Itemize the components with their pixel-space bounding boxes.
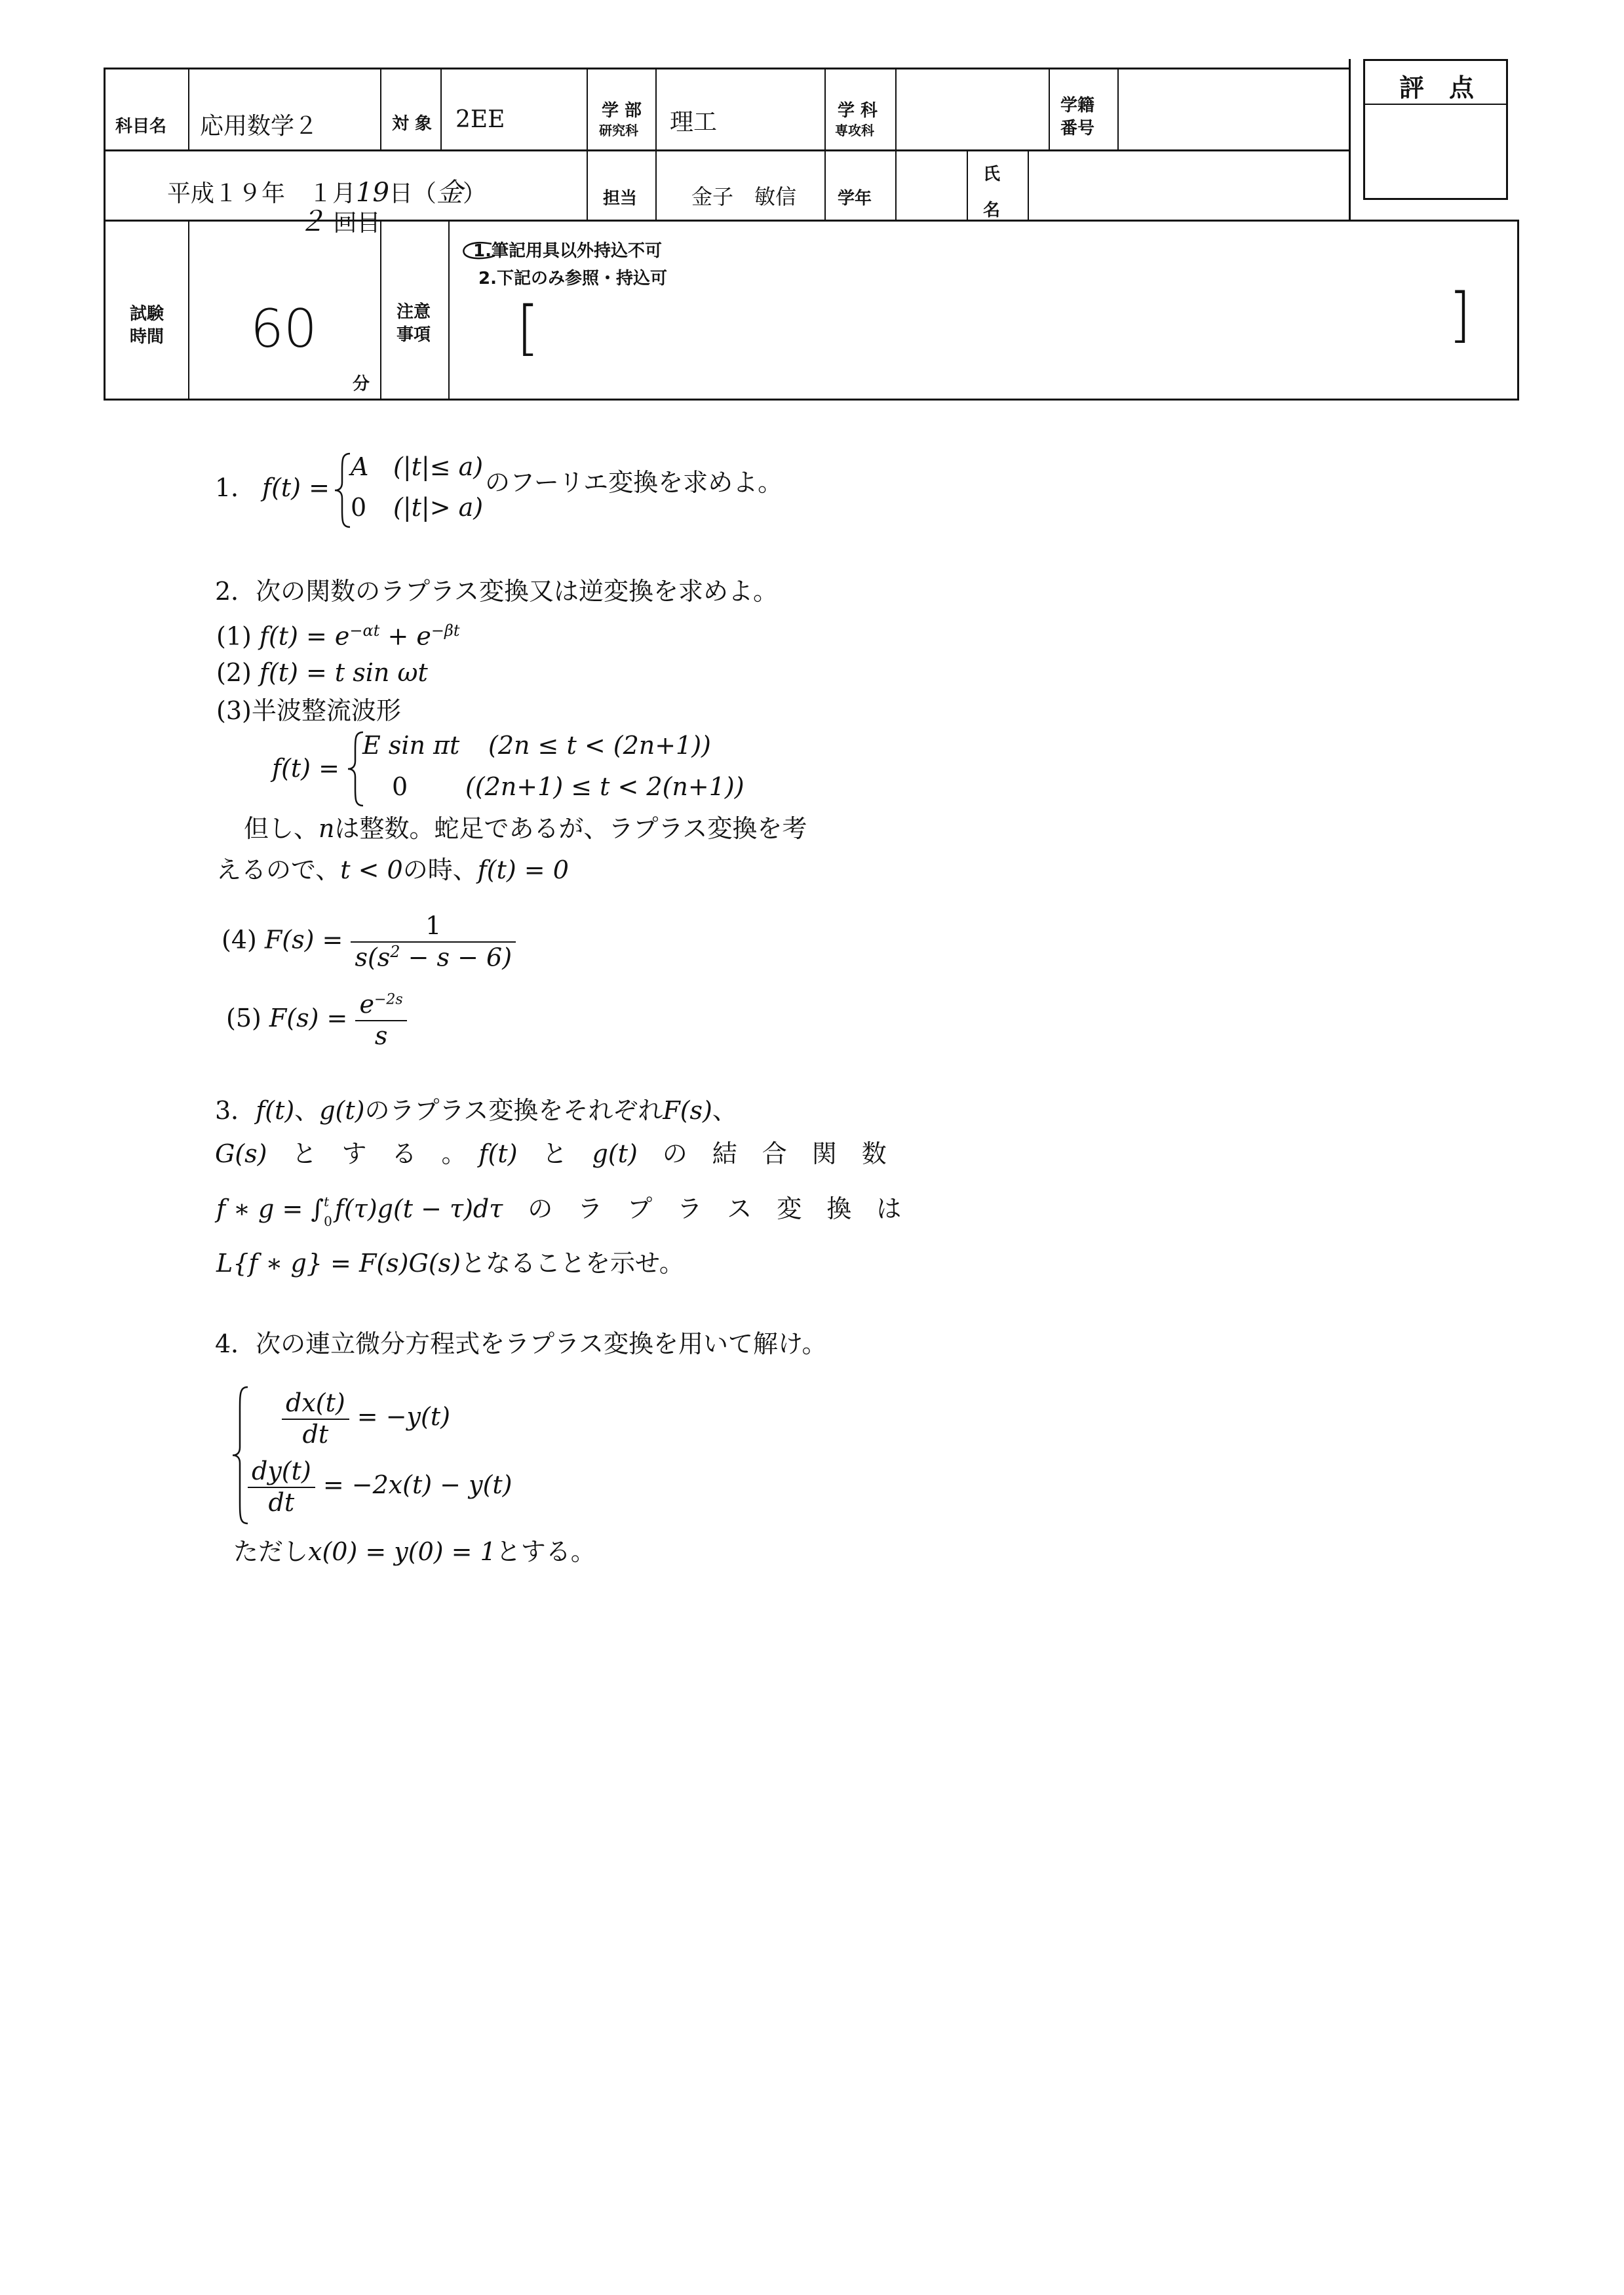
q3-line2-g: g(t) <box>592 1139 638 1168</box>
q4-eq2-fraction <box>248 1457 315 1518</box>
q1-lhs: f(t) = <box>262 473 330 502</box>
target-value: 2EE <box>455 106 505 133</box>
note-1-circle-mark <box>459 240 498 262</box>
q2-p5-lhs: F(s) = <box>269 1004 348 1033</box>
q3-integral-upper: t <box>324 1193 330 1209</box>
q2-p4-numerator: 1 <box>351 911 516 943</box>
q2-p3-case1-condition: (2n ≤ t < (2n+1)) <box>488 731 711 760</box>
q4-intro: 4．次の連立微分方程式をラプラス変換を用いて解け。 <box>215 1329 827 1358</box>
divider <box>1049 68 1050 151</box>
note-2: 2.下記のみ参照・持込可 <box>478 269 667 288</box>
q4-cond-expr: x(0) = y(0) = 1 <box>308 1537 496 1566</box>
q2-p1-exp1: −αt <box>349 621 380 640</box>
divider <box>824 68 826 151</box>
q2-p2-label: (2) <box>216 658 252 687</box>
q2-p1-expr: f(t) = e <box>259 621 350 651</box>
q2-p1 <box>216 621 460 652</box>
q2-p1-label: (1) <box>216 621 252 651</box>
course-label: 専攻科 <box>835 123 874 138</box>
notes-bracket-left: [ <box>516 294 540 363</box>
divider <box>895 149 897 222</box>
q2-p4-lhs: F(s) = <box>264 925 343 954</box>
name-label: 氏 <box>983 165 1001 184</box>
score-box-bottom <box>1363 198 1508 200</box>
divider <box>188 220 189 401</box>
divider <box>1117 68 1119 151</box>
q3-line1-a: 3． <box>215 1096 256 1125</box>
q3-line-3 <box>216 1194 901 1228</box>
table-border-left <box>104 68 106 401</box>
q4-eq2-numerator: dy(t) <box>248 1457 315 1488</box>
session-label: 回目 <box>333 210 381 237</box>
target-label: 対 象 <box>392 114 433 134</box>
time-unit: 分 <box>353 374 370 394</box>
date-weekday: 金 <box>436 178 463 208</box>
q3-line-4 <box>216 1249 684 1279</box>
q2-p4-label: (4) <box>222 925 257 954</box>
notes-label: 注意 <box>396 302 431 322</box>
divider <box>188 68 189 151</box>
score-box-right <box>1506 59 1508 200</box>
score-box-top <box>1363 59 1508 61</box>
date-day: 19 <box>356 178 389 208</box>
q2-p3-note2-b: の時、 <box>402 855 478 884</box>
q2-p1-exp2: −βt <box>431 621 460 640</box>
q2-p4-den-sup: 2 <box>390 942 400 961</box>
table-border-right-bottom <box>1517 220 1519 401</box>
divider <box>895 68 897 151</box>
q2-p5-num-base: e <box>359 990 374 1019</box>
q4-cond-a: ただし <box>233 1537 309 1566</box>
q1-case1-condition: (|t|≤ a) <box>393 452 484 481</box>
q1-case2-value: 0 <box>351 493 367 522</box>
faculty-label: 学 部 <box>602 101 642 121</box>
q4-equation-1 <box>282 1388 450 1449</box>
q3-line2-f: f(t) <box>478 1139 518 1168</box>
score-label: 評 点 <box>1399 73 1475 102</box>
date-close: ） <box>462 180 486 207</box>
q1-brace <box>333 451 353 530</box>
name-label-2: 名 <box>983 201 1001 220</box>
q2-p4-denominator <box>351 943 516 973</box>
session <box>298 200 380 239</box>
q4-eq1-denominator: dt <box>302 1419 329 1449</box>
table-border-row1 <box>104 149 1350 151</box>
q2-p3-note-1 <box>244 814 807 844</box>
note-1: 1.筆記用具以外持込不可 <box>473 241 662 261</box>
q1-number: 1． <box>215 473 256 502</box>
divider <box>1028 149 1029 222</box>
q4-eq1-rhs: = −y(t) <box>357 1402 450 1432</box>
q2-p3-text: 半波整流波形 <box>251 696 401 725</box>
time-value: 60 <box>250 298 317 359</box>
q3-line1-f: f(t) <box>256 1096 295 1125</box>
q2-p4-den-a: s(s <box>355 943 391 972</box>
student-no-label: 学籍 <box>1060 96 1095 115</box>
q3-line3-expr: f ∗ g = ∫ <box>216 1194 324 1223</box>
q2-p5-denominator: s <box>374 1021 388 1050</box>
q2-intro: 2．次の関数のラプラス変換又は逆変換を求めよ。 <box>215 577 779 606</box>
q1-text: のフーリエ変換を求めよ。 <box>485 468 783 497</box>
q2-p3-note1-b: は整数。蛇足であるが、ラプラス変換を考 <box>334 814 807 843</box>
q3-line1-c: のラプラス変換をそれぞれ <box>364 1096 663 1125</box>
subject-label: 科目名 <box>115 117 167 136</box>
date-suffix: 日（ <box>389 180 436 207</box>
q2-p3-case1-value: E sin πt <box>362 731 460 760</box>
table-border-bottom <box>104 399 1519 401</box>
q4-cond-b: とする。 <box>495 1537 596 1566</box>
q4-equation-2 <box>248 1457 512 1518</box>
q2-p5 <box>226 990 407 1051</box>
q2-p3-note2-eq: f(t) = 0 <box>477 855 569 884</box>
divider <box>440 68 442 151</box>
score-box-mid <box>1363 104 1508 105</box>
q3-line4-expr: L{f ∗ g} = F(s)G(s) <box>216 1249 461 1278</box>
divider <box>824 149 826 222</box>
faculty-value: 理工 <box>670 109 718 136</box>
q2-p4-fraction <box>351 911 516 973</box>
q2-p2 <box>216 658 428 688</box>
q3-line-1 <box>215 1096 737 1126</box>
divider <box>380 68 381 151</box>
subject-value: 応用数学２ <box>200 113 319 140</box>
table-border-right-top <box>1349 59 1351 222</box>
q4-eq1-numerator: dx(t) <box>282 1388 349 1420</box>
q1-case1-value: A <box>351 452 369 481</box>
q2-p4 <box>222 911 516 973</box>
time-label: 試験 <box>130 304 164 324</box>
q3-line4-text: となることを示せ。 <box>461 1249 684 1278</box>
q2-p3-case2-condition: ((2n+1) ≤ t < 2(n+1)) <box>465 772 744 801</box>
teacher-value: 金子 敏信 <box>691 184 797 209</box>
divider <box>587 68 588 151</box>
q2-p5-num-sup: −2s <box>374 991 403 1008</box>
department-label: 学 科 <box>838 101 878 121</box>
q3-line1-F: F(s) <box>663 1096 712 1125</box>
q3-line-2 <box>215 1139 887 1169</box>
q4-eq2-rhs: = −2x(t) − y(t) <box>322 1470 512 1500</box>
q2-p3-note-2 <box>216 855 569 886</box>
q3-line2-c: の 結 合 関 数 <box>637 1139 887 1168</box>
time-label-2: 時間 <box>130 327 164 347</box>
q2-p5-fraction <box>355 990 406 1051</box>
q2-p3-note2-cond: t < 0 <box>340 855 403 884</box>
q2-p3 <box>216 696 401 726</box>
divider <box>448 220 450 401</box>
divider <box>587 149 588 222</box>
q2-p3-note2-a: えるので、 <box>216 855 341 884</box>
graduate-school-label: 研究科 <box>599 123 638 138</box>
score-box-left <box>1363 59 1365 200</box>
q2-p3-case2-value: 0 <box>392 772 408 801</box>
q2-p2-expr: f(t) = t sin ωt <box>259 658 428 687</box>
q4-eq2-denominator: dt <box>268 1487 295 1517</box>
q4-eq1-fraction <box>282 1388 349 1449</box>
q3-line3-integrand: f(τ)g(t − τ)dτ <box>334 1194 503 1223</box>
q2-p3-lhs: f(t) = <box>272 754 339 783</box>
q2-p5-numerator <box>355 990 406 1021</box>
q1-case2-condition: (|t|> a) <box>393 493 484 522</box>
q3-integral-limits <box>324 1195 332 1228</box>
q3-line3-text: の ラ プ ラ ス 変 換 は <box>503 1194 902 1223</box>
divider <box>967 149 968 222</box>
q3-line1-d: 、 <box>712 1096 737 1125</box>
divider <box>655 149 657 222</box>
q3-line1-b: 、 <box>294 1096 320 1125</box>
divider <box>380 220 381 401</box>
q3-line1-g: g(t) <box>319 1096 365 1125</box>
teacher-label: 担当 <box>603 189 638 208</box>
q2-p3-note1-a: 但し、 <box>244 814 319 843</box>
table-border-top <box>104 68 1350 69</box>
q3-line2-G: G(s) <box>215 1139 267 1168</box>
divider <box>655 68 657 151</box>
student-no-label-2: 番号 <box>1060 119 1095 138</box>
session-number: ２ <box>298 205 326 237</box>
year-label: 学年 <box>838 189 872 208</box>
notes-label-2: 事項 <box>396 325 431 345</box>
q3-line2-a: と す る 。 <box>267 1139 479 1168</box>
notes-bracket-right: ] <box>1448 281 1472 349</box>
q3-integral-lower: 0 <box>324 1213 332 1229</box>
q3-line2-b: と <box>517 1139 592 1168</box>
q4-condition <box>233 1537 596 1567</box>
q2-p5-label: (5) <box>226 1004 261 1033</box>
q2-p4-den-b: − s − 6) <box>400 943 512 972</box>
q2-p3-note1-n: n <box>319 814 335 843</box>
date-text: 平成１９年 １月 <box>167 180 357 207</box>
q2-p3-label: (3) <box>216 696 252 725</box>
q2-p1-plus: + e <box>379 621 431 651</box>
